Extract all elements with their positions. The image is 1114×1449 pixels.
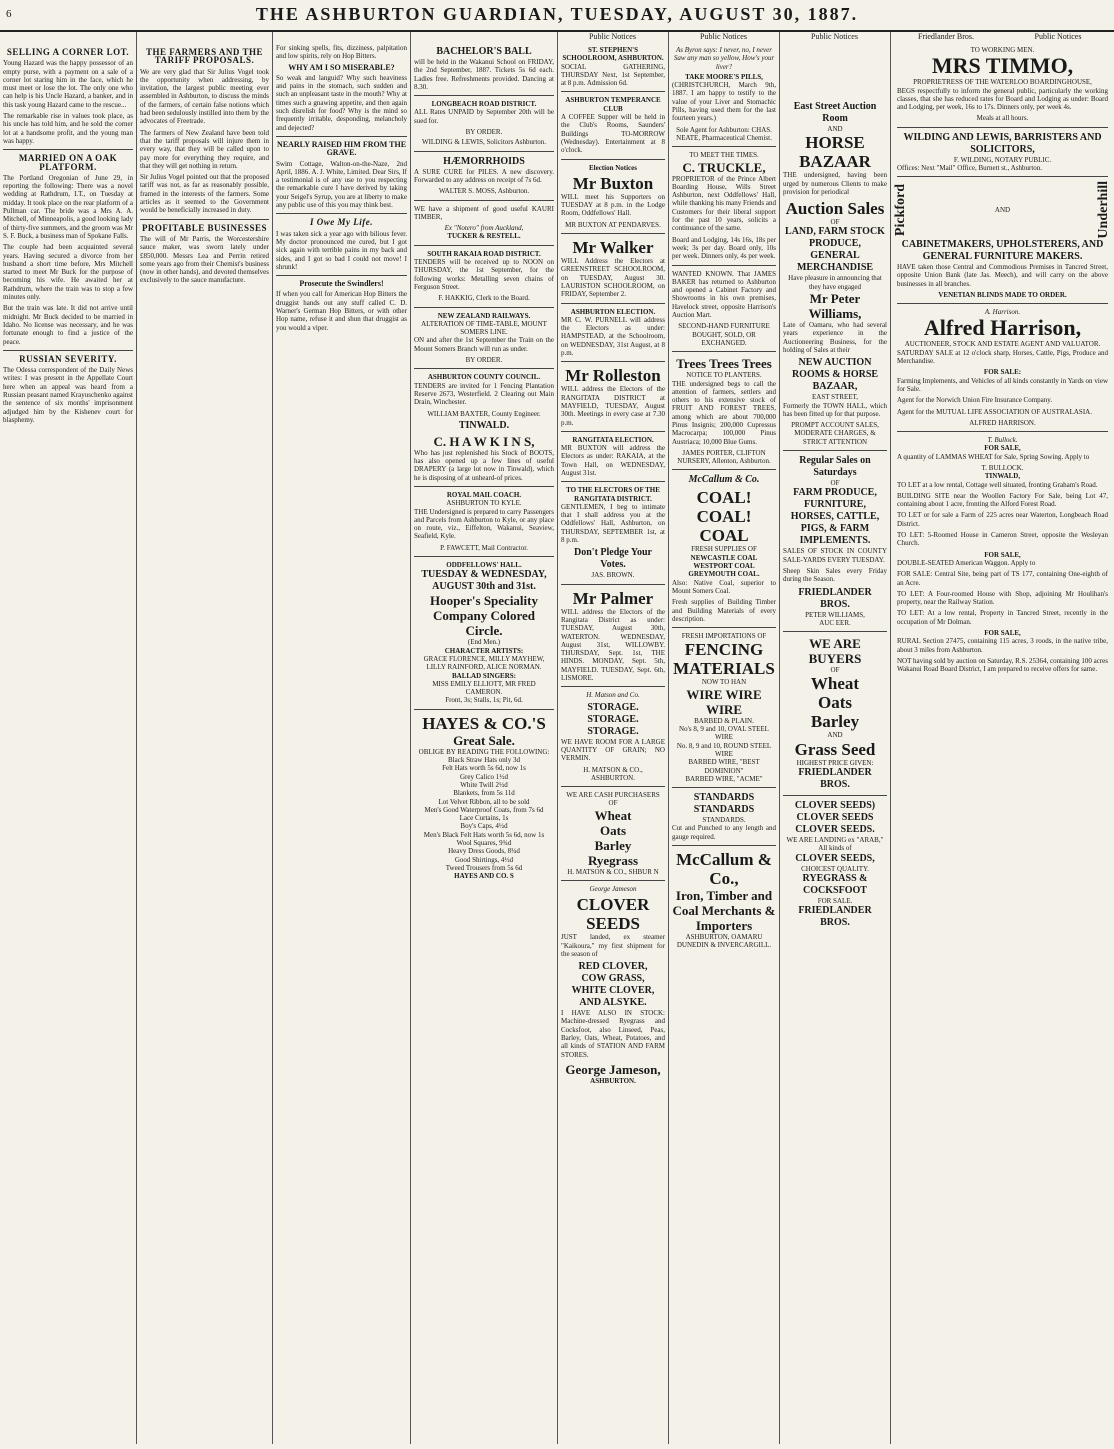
ad-longbeach: LONGBEACH ROAD DISTRICT. ALL Rates UNPAID by September 20th will be sued for. BY ORDER. xyxy=(414,100,554,137)
list-item: Black Straw Hats only 3d xyxy=(448,756,520,765)
article-paragraph: But the train was late. It did not arrive until midnight. Mr Buck decided to be married in Idaho. No license was necessary, and he was fortunate enough to find a justice of the peace. xyxy=(3,304,133,346)
ad-matson-wheat: WE ARE CASH PURCHASERS OF Wheat Oats Barley Ryegrass H. MATSON & CO., SHBUR N xyxy=(566,791,660,876)
mccallum-head: McCallum & Co. xyxy=(688,474,760,486)
ad-we-are-buyers: WE ARE BUYERS OF Wheat Oats Barley AND Grass Seed HIGHEST PRICE GIVEN: FRIEDLANDER BROS. xyxy=(794,636,876,791)
section-head-public-notices: Public Notices xyxy=(811,32,858,41)
article-paragraph: I was taken sick a year ago with bilious fever. My doctor pronounced me cured, but I got sick again with terrible pains in my back and sides, and I got so bad I could not move! I shrunk! xyxy=(276,229,407,271)
article-paragraph: If when you call for American Hop Bitters the druggist hands out any stuff called C. D. Warner's German Hop Bitters, or with other Hop name, refuse it and shun that druggist as you would a viper. xyxy=(276,290,407,332)
election-notices-head: Election Notices xyxy=(588,163,637,172)
ad-haemorrhoids: HÆMORRHOIDS A SURE CURE for PILES. A new discovery. Forwarded to any address on receipt of 7s 6d. WALTER S. MOSS, Ashburton. xyxy=(414,155,554,196)
column-notices-5 xyxy=(558,44,668,1444)
ad-railways: NEW ZEALAND RAILWAYS. ALTERATION OF TIME-TABLE, MOUNT SOMERS LINE. ON and after the 1st September the Train on the Mount Somers Branch will run as under. BY ORDER. xyxy=(414,311,554,365)
article-paragraph: The Odessa correspondent of the Daily News writes: I was present in the Appellate Court here when an appeal was heard from a Russian peasant named Krayuschenko against the sentence of six months' imprisonment adjudged him by the Kishenev court for blasphemy. xyxy=(3,366,133,424)
article-paragraph: Young Hazard was the happy possessor of an empty purse, with a payment on a sale of a corner lot staring him in the face, which he must meet or lose the lot. The only one who can help is his Uncle Hazard, a banker, and in this task young Hazard came to the rescue... xyxy=(3,59,133,109)
list-item: Lot Velvet Ribbon, all to be sold xyxy=(438,797,530,806)
ad-hayes-sale: HAYES & CO.'S Great Sale. OBLIGE BY READING THE FOLLOWING: Black Straw Hats only 3d Felt Hats worth 5s 6d, now 1s Grey Calico 1½d White Twill 2½d Blankets, from 5s 11d Lot Velvet Ribbon, all to be sold Men's Good Waterproof Coats, from 7s 6d Lace Curtains, 1s Boy's Caps, 4½d Men's Black Felt Hats worth 5s 6d, now 1s Wool Squares, 9¾d Heavy Dress Goods, 8¾d Good Shirtings, 4½d Tweed Trousers from 5s 6d HAYES AND CO. S xyxy=(414,714,554,881)
list-item: Grey Calico 1½d xyxy=(459,772,508,781)
ad-friedlander-sig: FRIEDLANDER BROS. PETER WILLIAMS, AUC EER. xyxy=(798,586,872,627)
ad-county-council: ASHBURTON COUNTY COUNCIL. TENDERS are invited for 1 Fencing Plantation Reserve 2673, Westerfield. 2 Clearing out Main Drain, Winchester. WILLIAM BAXTER, County Engineer. xyxy=(414,373,554,418)
section-head-public-notices: Public Notices xyxy=(700,32,747,41)
list-item: Felt Hats worth 5s 6d, now 1s xyxy=(442,764,526,773)
section-head-friedlander: Friedlander Bros. xyxy=(918,32,974,41)
list-item: Heavy Dress Goods, 8¾d xyxy=(448,847,520,856)
ad-rolleston: Mr Rolleston WILL address the Electors of the RANGITATA DISTRICT at MAYFIELD, TUESDAY, August 30th. Meetings in every case at 7.30 p.m. xyxy=(561,366,665,427)
ad-electors: TO THE ELECTORS OF THE RANGITATA DISTRICT. GENTLEMEN, I beg to intimate that I shall address you at the Oddfellows' Hall, Ashburton, on THURSDAY, SEPTEMBER 1st, at 8 p.m. Don't Pledge Your Votes. JAS. BROWN. xyxy=(561,486,665,580)
ad-tinwald: TINWALD. xyxy=(458,419,510,431)
article-paragraph: The Portland Oregonian of June 29, in reporting the following: There was a novel wedding at Rathdrum, I.T., on Tuesday at midday. It took place on the rear platform of a Pullman car. The bride was a Mrs A. A. Mitchell, of Minneapolis, a good looking lady of thirty-five summers, and the groom was Mr S. F. Buck, a business man of Spokane Falls. xyxy=(3,173,133,240)
pickford-vertical: Pickford xyxy=(893,184,908,237)
list-item: Wool Squares, 9¾d xyxy=(456,839,512,847)
column-friedlander xyxy=(780,44,890,1444)
ad-fencing: FRESH IMPORTATIONS OF FENCING MATERIALS NOW TO HAN WIRE WIRE WIRE BARBED & PLAIN. No's 8, 9 and 10, OVAL STEEL WIRE No. 8, 9 and 10, ROUND STEEL WIRE BARBED WIRE, "BEST DOMINION" BARBED WIRE, "ACME" xyxy=(673,632,775,783)
ad-james-baker: WANTED KNOWN. That JAMES BAKER has returned to Ashburton and opened a Cabinet Factory and Showrooms in his own premises, Havelock street, opposite Harrison's Auction Mart. SECOND-HAND FURNITURE BOUGHT, SOLD, OR EXCHANGED. xyxy=(672,269,776,347)
ad-palmer: Mr Palmer WILL address the Electors of the Rangitata District as under: TUESDAY, August 30th, WATERTON. WEDNESDAY, August 31st, WILLOWBY. THURSDAY, Sept. 1st, THE HINDS. MONDAY, Sept. 5th, MAYFIELD. TUESDAY, Sept. 6th, LISMORE. xyxy=(561,588,665,683)
article-paragraph: So weak and languid? Why such heaviness and pains in the stomach, such sudden and such an unpleasant taste in the mouth? Why at times such a gnawing appetite, and then again such disrelish for food? Why is the mind so frequently irritable, desponding, melancholy and dejected? xyxy=(276,73,407,132)
ad-clover-seeds: CLOVER SEEDS JUST landed, ex steamer "Kaikoura," my first shipment for the season of RED CLOVER, COW GRASS, WHITE CLOVER, AND ALSYKE. I HAVE ALSO IN STOCK: Machine-dressed Ryegrass and Cocksfoot, also Linseed, Peas, Barley, Oats, Wheat, Potatoes, and all kinds of STATION AND FARM STORES. George Jameson, ASHBURTON. xyxy=(561,895,665,1085)
article-paragraph: The remarkable rise in values took place, as his uncle has told him, and he sold the corner lot at a handsome profit, and the young man was happy. xyxy=(3,112,133,145)
ad-poem: As Byron says: I never, no, I never Saw any man so yellow, How's your liver? xyxy=(673,46,775,71)
ad-st-stephens: ST. STEPHEN'S SCHOOLROOM, ASHBURTON. SOCIAL GATHERING, THURSDAY Next, 1st September, at 8 p.m. Admission 6d. xyxy=(561,46,665,88)
column-notices-4 xyxy=(411,44,557,1444)
newspaper-title: THE ASHBURTON GUARDIAN, TUESDAY, AUGUST 30, 1887. xyxy=(255,4,859,24)
column-advertorials xyxy=(273,44,410,1444)
ad-south-rakaia: SOUTH RAKAIA ROAD DISTRICT. TENDERS will be received up to NOON on THURSDAY, the 1st September, for the following works: Metalling seven chains of Ferguson Street. F. HAKKIG, Clerk to the Board. xyxy=(414,249,554,303)
article-paragraph: For sinking spells, fits, dizziness, palpitation and low spirits, rely on Hop Bitters. xyxy=(276,44,407,61)
headline: NEARLY RAISED HIM FROM THE GRAVE. xyxy=(276,139,407,158)
headline: RUSSIAN SEVERITY. xyxy=(19,353,117,364)
ad-wilding-lewis-barristers: WILDING AND LEWIS, BARRISTERS AND SOLICITORS, F. WILDING, NOTARY PUBLIC. Offices: Next "Mail" Office, Burnett st., Ashburton. xyxy=(897,131,1102,173)
ad-ashburton-election: ASHBURTON ELECTION. MR C. W. PURNELL will address the Electors as under: HAMPSTEAD, at the Schoolroom, on WEDNESDAY, 31st August, at 8 p.m. xyxy=(561,307,665,358)
ad-standards: STANDARDS STANDARDS STANDARDS. Cut and Punched to any length and gauge required. xyxy=(672,792,776,841)
ad-regular-sales: Regular Sales on Saturdays OF FARM PRODUCE, FURNITURE, HORSES, CATTLE, PIGS, & FARM IMPLEMENTS. SALES OF STOCK IN COUNTY SALE-YARDS EVERY TUESDAY. Sheep Skin Sales every Friday during the Season. xyxy=(783,455,887,584)
article-paragraph: We are very glad that Sir Julius Vogel took the opportunity when addressing, by invitation, the largest public meeting ever assembled in Ashburton, to discuss the minds of the farmers, of certain false notions which had been sedulously instilled into them by the advocates of Freetrade. xyxy=(140,67,269,126)
ad-t-bullock: T. Bullock. FOR SALE, A quantity of LAMMAS WHEAT for Sale, Spring Sowing. Apply to T. BULLOCK. TINWALD, TO LET at a low rental, Cottage well situated, fronting Graham's Road. BUILDING SITE near the Woollen Factory For Sale, being Lot 47, containing about 1 acre, fronting the Alford Forest Road. TO LET or for sale a Farm of 225 acres near Waterton, Longbeach Road District. TO LET: 5-Roomed House in Cameron Street, opposite the Wesleyan Church. FOR SALE, DOUBLE-SEATED American Waggon. Apply to FOR SALE: Central Site, being part of TS 177, containing One-eighth of an Acre. TO LET: A Four-roomed House with Shop, adjoining Mr Houlihan's property, near the Railway Station. TO LET: At a low rental, Property in Tancred Street, recently in the occupation of Mr Dolman. FOR SALE, RURAL Section 27475, containing 115 acres, 3 roods, in the native tribe, about 3 miles from Ashburton. NOT having sold by auction on Saturday, R.S. 25364, containing 100 acres Wakanui Road Board District, I am prepared to receive offers for same. xyxy=(897,436,1108,674)
headline: PROFITABLE BUSINESSES xyxy=(141,222,268,233)
article-paragraph: Swim Cottage, Walton-on-the-Naze, 2nd April, 1886. A. J. White, Limited. Dear Sirs, If a testimonial is of any use to you respecting the remarkable cure I have derived by taking your Seigel's Syrup, you are at liberty to make any public use of this you may think best. xyxy=(276,159,407,210)
page-number: 6 xyxy=(6,8,12,20)
ad-royal-mail-coach: ROYAL MAIL COACH. ASHBURTON TO KYLE. THE Undersigned is prepared to carry Passengers and Parcels from Ashburton to Kyle, or any place on route, viz., Eiffelton, Wakanui, Seaview, Seafield, Kyle. P. FAWCETT, Mail Contractor. xyxy=(414,490,554,552)
headline: I Owe My Life. xyxy=(310,217,373,228)
ad-rangitata-election: RANGITATA ELECTION. MR BUXTON will address the Electors as under: RAKAIA, at the Town Hall, on WEDNESDAY, August 31st. xyxy=(561,435,665,477)
ad-temperance-club: ASHBURTON TEMPERANCE CLUB A COFFEE Supper will be held in the Club's Rooms, Saunders' Buildings TO-MORROW (Wednesday). Entertainment at 8 o'clock. xyxy=(561,96,665,155)
list-item: Men's Good Waterproof Coats, from 7s 6d xyxy=(424,805,544,814)
jameson-head: George Jameson xyxy=(589,885,637,893)
ad-bachelors-ball: BACHELOR'S BALL will be held in the Wakanui School on FRIDAY, the 2nd September, 1887. Tickets 5s 6d each. Ladies free. Refreshments provided. Dancing at 8.30. xyxy=(414,46,554,91)
ad-pickford-underhill: Pickford AND Underhill CABINETMAKERS, UPHOLSTERERS, AND GENERAL FURNITURE MAKERS. HAVE taken those Central and Commodious Premises in Tancred Street, opposite Union Bank (late Jas. Meech), and will carry on the above businesses in all branches. VENETIAN BLINDS MADE TO ORDER. xyxy=(893,181,1111,299)
list-item: Boy's Caps, 4½d xyxy=(460,822,508,831)
column-notices-6 xyxy=(669,44,779,1444)
list-item: Men's Black Felt Hats worth 5s 6d, now 1s xyxy=(423,830,545,839)
headline: THE FARMERS AND THE TARIFF PROPOSALS. xyxy=(146,47,263,66)
ad-mrs-timmo: TO WORKING MEN. MRS TIMMO, PROPRIETRESS OF THE WATERLOO BOARDINGHOUSE, BEGS respectfully to inform the general public, particularly the working classes, that she has reduced rates for Board and Lodging as under: Board and Lodging, per week, 16s to 17s. Dinners only, per week 4s. Meals at all hours. xyxy=(897,46,1108,123)
list-item: Tweed Trousers from 5s 6d xyxy=(445,863,523,872)
article-paragraph: Sir Julius Vogel pointed out that the proposed tariff was not, as far as reasonably possible, framed in the interests of the farmers. Some articles as it seemed to the Government would be beneficially increased in duty. xyxy=(140,173,269,215)
ad-east-street-auction: East Street Auction Room AND HORSE BAZAAR THE undersigned, having been urged by numerous Clients to make provision for periodical Auction Sales OF LAND, FARM STOCK PRODUCE, GENERAL MERCHANDISE Have pleasure in announcing that they have engaged Mr Peter Williams, Late of Oamaru, who had several years experience in the Auctioneering Business, for the holding of Sales at their NEW AUCTION ROOMS & HORSE BAZAAR, EAST STREET, Formerly the TOWN HALL, which has been fitted up for that purpose. PROMPT ACCOUNT SALES, MODERATE CHARGES, & STRICT ATTENTION xyxy=(783,101,887,446)
masthead xyxy=(0,0,1114,32)
headline: Prosecute the Swindlers! xyxy=(299,279,384,289)
ad-truckle: TO MEET THE TIMES. C. TRUCKLE, PROPRIETOR of the Prince Albert Boarding House, Wills Street Ashburton, next Oddfellows' Hall, while thanking his many Friends and Customers for their liberal support for the past 10 years, solicits a continuance of the same. Board and Lodging, 14s 16s, 18s per week; 3s per day. Board only, 10s per week. Dinners only, 4s per week. xyxy=(672,151,776,261)
headline: MARRIED ON A OAK PLATFORM. xyxy=(18,153,118,172)
section-head-public-notices: Public Notices xyxy=(1034,32,1082,41)
list-item: White Twill 2½d xyxy=(460,780,508,789)
ad-storage: STORAGE. STORAGE. STORAGE. WE HAVE ROOM FOR A LARGE QUANTITY OF GRAIN; NO VERMIN. H. MATSON & CO., ASHBURTON. xyxy=(561,701,665,782)
column-stories-2 xyxy=(137,44,272,1444)
ad-alfred-harrison: A. Harrison. Alfred Harrison, AUCTIONEER, STOCK AND ESTATE AGENT AND VALUATOR. SATURDAY SALE at 12 o'clock sharp, Horses, Cattle, Pigs, Produce and Merchandise. FOR SALE: Farming Implements, and Vehicles of all kinds constantly in Yards on view for Sale. Agent for the Norwich Union Fire Insurance Company. Agent for the MUTUAL LIFE ASSOCIATION OF AUSTRALASIA. ALFRED HARRISON. xyxy=(897,308,1108,427)
headline: SELLING A CORNER LOT. xyxy=(6,47,130,57)
ad-coal: COAL! COAL! COAL FRESH SUPPLIES OF NEWCASTLE COAL WESTPORT COAL GREYMOUTH COAL. Also: Native Coal, superior to Mount Somers Coal. Fresh supplies of Building Timber and Building Materials of every description. xyxy=(672,488,776,623)
ad-mccallum-merchants: McCallum & Co., Iron, Timber and Coal Merchants & Importers ASHBURTON, OAMARU DUNEDIN & INVERCARGILL. xyxy=(672,850,776,950)
section-head-public-notices: Public Notices xyxy=(589,32,636,41)
ad-walker: Mr Walker WILL Address the Electors at GREENSTREET SCHOOLROOM, on TUESDAY, August 30. LAURISTON SCHOOLROOM, on FRIDAY, September 2. xyxy=(561,238,665,299)
ad-buxton: Mr Buxton WILL meet his Supporters on TUESDAY at 8 p.m. in the Lodge Room, Oddfellows' Hall. MR BUXTON AT PENDARVES. xyxy=(561,173,665,229)
article-paragraph: The couple had been acquainted several years. Having secured a divorce from her husband a short time before, Mrs Mitchell started to meet Mr Buck for the purpose of becoming his wife. He awaited her at Rathdrum, where the train was to stop a few minutes only. xyxy=(3,243,133,302)
headline: WHY AM I SO MISERABLE? xyxy=(288,62,395,72)
article-paragraph: The farmers of New Zealand have been told that the tariff proposals will injure them in every way, that they will be called upon to pay more for everything they require, and that they will get nothing in return. xyxy=(140,128,269,170)
ad-wilding-lewis: WILDING & LEWIS, Solicitors Ashburton. xyxy=(421,138,547,147)
underhill-vertical: Underhill xyxy=(1095,181,1111,239)
matson-head: H. Matson and Co. xyxy=(586,691,640,700)
ad-trees: Trees Trees Trees NOTICE TO PLANTERS. THE undersigned begs to call the attention of farmers, settlers and others to his extensive stock of FRUIT AND FOREST TREES, among which are about 700,000 Pinus Insignis; 200,000 Cupressus Macrocarpa; 100,000 Pinus Austriaca; 10,000 Blue Gums. JAMES PORTER, CLIFTON NURSERY, Allenton, Ashburton. xyxy=(672,356,776,466)
list-item: Good Shirtings, 4½d xyxy=(454,855,514,864)
column-stories-1 xyxy=(0,44,136,1444)
ad-clover-seeds-fb: CLOVER SEEDS) CLOVER SEEDS CLOVER SEEDS. WE ARE LANDING ex "ARAB," All kinds of CLOVER SEEDS, CHOICEST QUALITY. RYEGRASS & COCKSFOOT FOR SALE. FRIEDLANDER BROS. xyxy=(786,800,884,929)
list-item: Blankets, from 5s 11d xyxy=(453,789,515,798)
ad-hawkins: C. H A W K I N S, Who has just replenished his Stock of BOOTS, has also opened up a few lines of useful DRAPERY (a large lot now in Tinwald), which he is disposing of at unheard-of prices. xyxy=(414,433,554,482)
ad-oddfellows-hall: ODDFELLOWS' HALL. TUESDAY & WEDNESDAY, AUGUST 30th and 31st. Hooper's Speciality Company Colored Circle. (End Men.) CHARACTER ARTISTS: GRACE FLORENCE, MILLY MAYHEW, LILLY RAINFORD, ALICE NORMAN. BALLAD SINGERS: MISS EMILY ELLIOTT, MR FRED CAMERON. Front, 3s; Stalls, 1s; Pit, 6d. xyxy=(421,561,547,705)
article-paragraph: The will of Mr Parris, the Worcestershire sauce maker, was sworn lately under £850,000. Messrs Lea and Perrin retired some years ago from their Chemist's business (now in other hands), and devoted themselves exclusively to the sauce manufacture. xyxy=(140,234,269,285)
ad-kauri-timber: WE have a shipment of good useful KAURI TIMBER, Ex "Notero" from Auckland, TUCKER & RESTELL. xyxy=(414,204,554,241)
ad-moores-pills: TAKE MOORE'S PILLS, (CHRISTCHURCH, March 9th, 1887. I am happy to testify to the value of your Liver and Stomachic Pills, having used them for the last fourteen years.) Sole Agent for Ashburton: CHAS. NEATE, Pharmaceutical Chemist. xyxy=(672,72,776,142)
list-item: Lace Curtains, 1s xyxy=(459,814,509,823)
column-notices-8 xyxy=(891,44,1114,1444)
